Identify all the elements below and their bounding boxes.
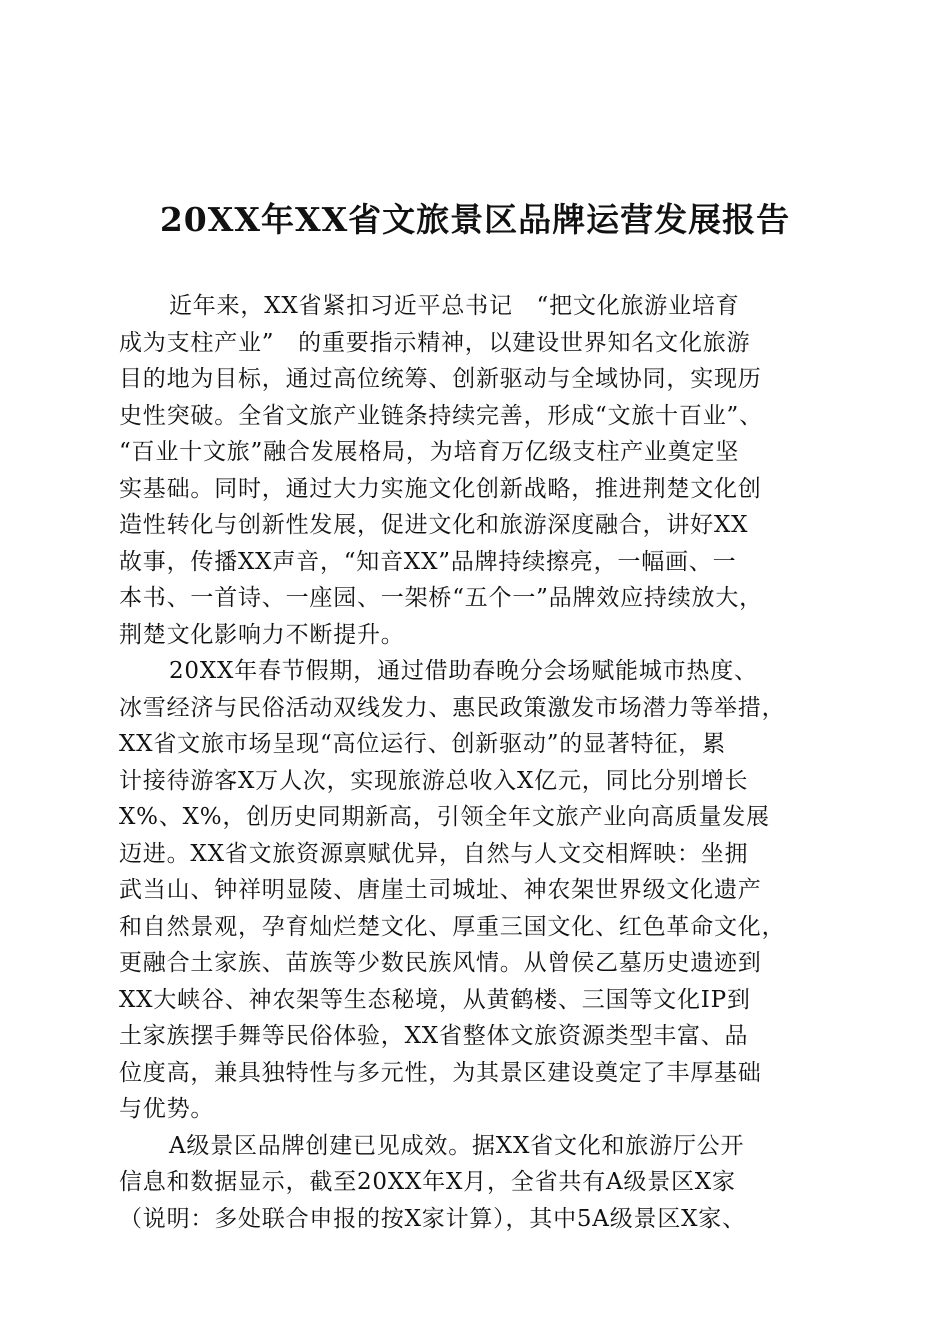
text-line: XX大峡谷、神农架等生态秘境，从黄鹤楼、三国等文化IP到 xyxy=(119,986,751,1013)
text-line: 和自然景观，孕育灿烂楚文化、厚重三国文化、红色革命文化， xyxy=(119,913,786,940)
paragraph-spring-festival xyxy=(119,653,829,1128)
text-line: 与优势。 xyxy=(119,1096,215,1122)
text-line: 史性突破。全省文旅产业链条持续完善，形成“文旅十百业”、 xyxy=(119,402,763,429)
text-line: “百业十文旅”融合发展格局，为培育万亿级支柱产业奠定坚 xyxy=(119,439,740,465)
paragraph-intro xyxy=(119,288,829,653)
paragraph-a-level-scenic xyxy=(119,1128,829,1238)
text-line: 武当山、钟祥明显陵、唐崖土司城址、神农架世界级文化遗产 xyxy=(119,877,762,903)
text-line: 荆楚文化影响力不断提升。 xyxy=(119,621,405,648)
text-line: 成为支柱产业” 的重要指示精神，以建设世界知名文化旅游 xyxy=(119,329,751,356)
text-line: 造性转化与创新性发展，促进文化和旅游深度融合，讲好XX xyxy=(119,512,749,538)
text-line: 故事，传播XX声音，“知音XX”品牌持续擦亮，一幅画、一 xyxy=(119,548,737,575)
text-line: 土家族摆手舞等民俗体验，XX省整体文旅资源类型丰富、品 xyxy=(119,1023,749,1049)
text-line: （说明：多处联合申报的按X家计算），其中5A级景区X家、 xyxy=(119,1205,746,1232)
document-body xyxy=(119,288,829,1237)
text-line: 信息和数据显示，截至20XX年X月，全省共有A级景区X家 xyxy=(119,1169,736,1195)
document-title: 20XX年XX省文旅景区品牌运营发展报告 xyxy=(159,200,791,239)
text-line: 冰雪经济与民俗活动双线发力、惠民政策激发市场潜力等举措， xyxy=(119,694,786,721)
text-line: X%、X%，创历史同期新高，引领全年文旅产业向高质量发展 xyxy=(119,804,770,830)
text-line: 实基础。同时，通过大力实施文化创新战略，推进荆楚文化创 xyxy=(119,475,762,502)
text-line: 近年来，XX省紧扣习近平总书记 “把文化旅游业培育 xyxy=(169,293,740,319)
text-line: 计接待游客X万人次，实现旅游总收入X亿元，同比分别增长 xyxy=(119,767,749,794)
text-line: 更融合土家族、苗族等少数民族风情。从曾侯乙墓历史遗迹到 xyxy=(119,950,762,976)
text-line: 迈进。XX省文旅资源禀赋优异，自然与人文交相辉映：坐拥 xyxy=(119,840,749,867)
text-line: 位度高，兼具独特性与多元性，为其景区建设奠定了丰厚基础 xyxy=(119,1059,762,1086)
text-line: 本书、一首诗、一座园、一架桥“五个一”品牌效应持续放大， xyxy=(119,585,763,611)
text-line: A级景区品牌创建已见成效。据XX省文化和旅游厅公开 xyxy=(169,1132,745,1159)
text-line: 20XX年春节假期，通过借助春晚分会场赋能城市热度、 xyxy=(169,658,758,684)
text-line: XX省文旅市场呈现“高位运行、创新驱动”的显著特征，累 xyxy=(119,731,726,757)
text-line: 目的地为目标，通过高位统筹、创新驱动与全域协同，实现历 xyxy=(119,366,762,392)
